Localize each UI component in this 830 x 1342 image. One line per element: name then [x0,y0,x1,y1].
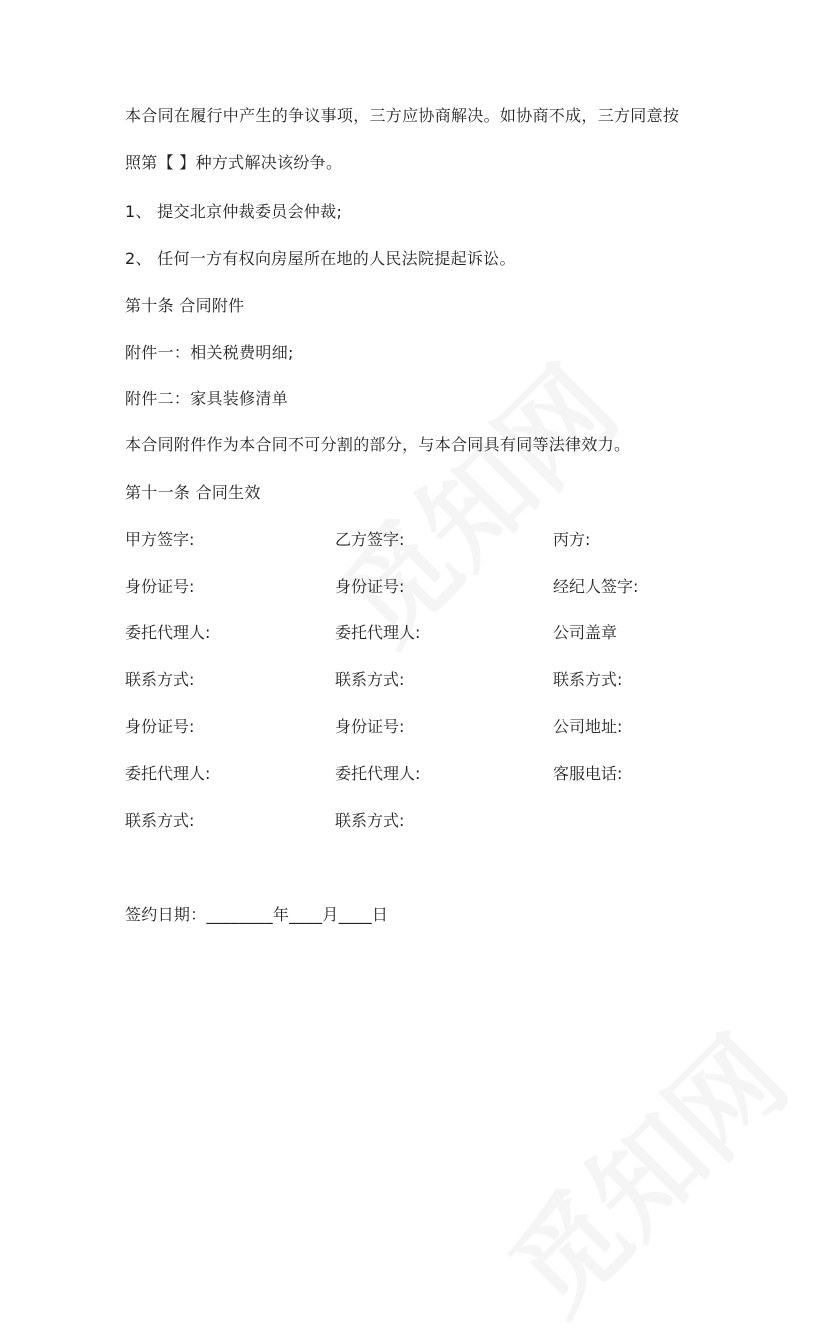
signature-cell: 联系方式: [125,670,195,689]
signature-cell: 身份证号: [125,577,195,596]
signature-cell: 乙方签字: [335,530,405,549]
attachment-2: 附件二：家具装修清单 [125,389,289,408]
watermark [300,327,645,672]
signature-cell: 身份证号: [335,717,405,736]
signature-cell: 客服电话: [553,764,623,783]
dispute-option-1: 1、 提交北京仲裁委员会仲裁; [125,202,343,221]
signature-cell: 甲方签字: [125,530,195,549]
article-11-heading: 第十一条 合同生效 [125,483,261,502]
signature-cell: 联系方式: [335,670,405,689]
watermark [470,997,815,1342]
attachment-1: 附件一：相关税费明细; [125,343,294,362]
signature-cell: 委托代理人: [335,623,421,642]
signature-cell: 丙方: [553,530,591,549]
dispute-option-2: 2、 任何一方有权向房屋所在地的人民法院提起诉讼。 [125,249,516,268]
dispute-paragraph-line-2: 照第【 】种方式解决该纷争。 [125,153,343,172]
signature-cell: 公司地址: [553,717,623,736]
attachment-note: 本合同附件作为本合同不可分割的部分，与本合同具有同等法律效力。 [125,435,631,454]
signature-cell: 经纪人签字: [553,577,639,596]
signature-cell: 身份证号: [125,717,195,736]
dispute-paragraph-line-1: 本合同在履行中产生的争议事项，三方应协商解决。如协商不成，三方同意按 [125,106,680,125]
signature-cell: 委托代理人: [125,764,211,783]
signature-cell: 联系方式: [125,811,195,830]
signature-cell: 联系方式: [553,670,623,689]
signature-cell: 委托代理人: [125,623,211,642]
article-10-heading: 第十条 合同附件 [125,296,245,315]
signature-cell: 委托代理人: [335,764,421,783]
signature-cell: 联系方式: [335,811,405,830]
signature-cell: 公司盖章 [553,623,618,642]
signature-cell: 身份证号: [335,577,405,596]
signing-date: 签约日期：________年____月____日 [125,905,389,924]
